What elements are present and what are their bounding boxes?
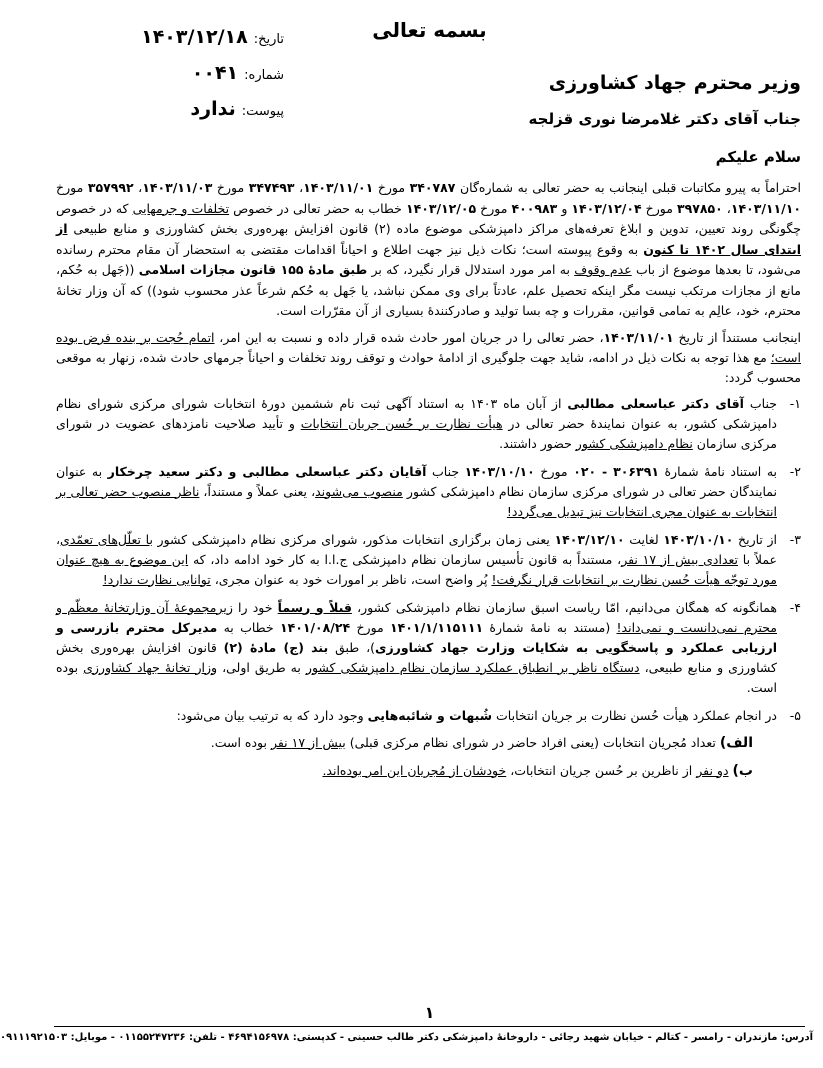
text-run: بوده است. xyxy=(56,659,777,695)
item-text xyxy=(56,598,777,698)
footer-divider xyxy=(54,1026,805,1027)
greeting: سلام علیکم xyxy=(715,148,801,166)
intro-paragraph xyxy=(56,178,801,322)
text-run: مورخ xyxy=(373,180,410,195)
item-number: ۳- xyxy=(789,531,801,547)
list-item xyxy=(56,394,801,454)
text-run: ، یعنی عملاً و مستنداً، xyxy=(199,483,316,499)
text-run: شُبهات و شائبه‌هایی xyxy=(367,707,493,723)
text-run: ۱۴۰۱/۱/۱۱۵۱۱۱ xyxy=(390,619,484,635)
text-run: ((جَهل به حُکم، مانع از مجازات مرتکب نیست مگر اینکه تحصیل علم، عادتاً برای وی ممکن نباشد، یا جَهل به حُکم شرعاً عذر محسوب شود)) که آن وزار تخانۀ محترم، خود، عالِم به تمامی قوانین، مقررات و چه بسا تولید و صادرکنندۀ بسیاری از آن مقرّرات است. xyxy=(56,262,801,318)
text-run: جناب xyxy=(743,395,777,411)
text-run: اینجانب مستنداً از تاریخ xyxy=(673,329,801,345)
sub-item xyxy=(56,760,753,782)
text-run: آقای دکتر عباسعلی مطالبی xyxy=(567,395,744,411)
text-run: ، xyxy=(133,180,143,195)
text-run: تعدادی بیش از ۱۷ نفر xyxy=(621,551,739,567)
item-number: ۵- xyxy=(789,707,801,723)
text-run: ۳۹۷۸۵۰ xyxy=(676,200,723,216)
text-run: همانگونه که همگان می‌دانیم، امّا ریاست اسبق سازمان نظام دامپزشکی کشور، xyxy=(351,599,777,615)
text-run: قبلاً و رسماً xyxy=(277,599,352,615)
text-run: وجود دارد که به ترتیب بیان می‌شود: xyxy=(176,707,368,723)
text-run: خطاب به حضر تعالی در خصوص xyxy=(229,200,406,216)
list-item xyxy=(56,530,801,590)
text-run: مورخ xyxy=(534,463,574,479)
text-run: ۱۴۰۳/۱۱/۰۱ xyxy=(603,329,674,345)
text-run: ، عملاً با xyxy=(56,531,778,567)
text-run: جناب xyxy=(426,463,465,479)
sub-item xyxy=(56,732,753,754)
text-run: با تعلّل‌های تعمّدی xyxy=(60,531,153,547)
text-run: از ابتدای سال ۱۴۰۲ تا کنون xyxy=(56,221,801,257)
text-run: مدیرکل محترم بازرسی و ارزیابی عملکرد و پاسخگویی به شکایات وزارت جهاد کشاورزی xyxy=(56,619,777,655)
text-run: مورخ xyxy=(476,200,512,216)
item-number: ۴- xyxy=(789,599,801,615)
letter-body xyxy=(56,178,801,790)
attachment-value: ندارد xyxy=(190,98,236,120)
sub-item-label: ب) xyxy=(732,762,753,779)
text-run: ، مستنداً به قانون تأسیس سازمان نظام دامپزشکی ج.ا.ا به کار خود ادامه داد، که xyxy=(188,551,622,567)
number-label: شماره: xyxy=(244,68,284,83)
text-run: به وقوع پیوسته است؛ نکات ذیل نیز جهت اطلاع و احیاناً اقدامات مقتضی به استحضار آن مقام محترم رسانده می‌شود، تا بعدها موضوع از باب xyxy=(56,241,801,277)
text-run: ۱۴۰۳/۱۲/۰۴ xyxy=(571,200,642,216)
text-run: از تاریخ xyxy=(733,531,778,547)
number-value: ۰۰۴۱ xyxy=(191,62,239,84)
text-run: ۱۴۰۳/۱۱/۰۱ xyxy=(303,180,374,195)
list-item xyxy=(56,706,801,782)
text-run: و تأیید صلاحیت نامزدهای عضویت در شورای مرکزی سازمان xyxy=(56,415,777,451)
recipient-title: وزیر محترم جهاد کشاورزی xyxy=(548,72,801,94)
text-run: (مستند به نامۀ شمارۀ xyxy=(483,619,617,635)
bismillah-heading: بسمه تعالی xyxy=(372,18,487,42)
item-number: ۲- xyxy=(789,463,801,479)
item-text xyxy=(56,394,777,454)
text-run: ، xyxy=(294,180,304,195)
text-run: منصوب می‌شوند xyxy=(315,483,403,499)
text-run: توانایی نظارت ندارد! xyxy=(102,571,211,587)
text-run: ناظر منصوب حضر تعالی بر انتخابات به عنوان مجری انتخابات نیز تبدیل می‌گردد! xyxy=(56,483,777,519)
text-run: ۳۰۶۳۹۱ - ۰۲۰ xyxy=(573,463,659,479)
numbered-items xyxy=(56,394,801,782)
text-run: مورخ xyxy=(641,200,677,216)
text-run: مورخ xyxy=(212,180,249,195)
text-run: حضور داشتند. xyxy=(499,435,576,451)
text-run: خطاب به xyxy=(217,619,280,635)
text-run: بوده است. xyxy=(210,734,271,750)
attachment-label: پیوست: xyxy=(241,104,284,119)
text-run: )، طبق xyxy=(328,639,375,655)
text-run: هیأت نظارت بر حُسن جریان انتخابات xyxy=(300,415,503,431)
footer-address: آدرس: مازندران - رامسر - کتالم - خیابان شهید رجائی - داروخانۀ دامپزشکی دکتر طالب حسینی - کدپستی: ۴۶۹۴۱۵۶۹۷۸ - تلفن: ۰۱۱۵۵۲۴۷۲۳۶ - موبایل: ۰۹۱۱۱۹۲۱۵۰۳ xyxy=(0,1032,813,1043)
text-run: طبق مادۀ ۱۵۵ قانون مجازات اسلامی xyxy=(138,262,368,277)
text-run: و xyxy=(557,200,572,216)
text-run: به عنوان نمایندگان حضر تعالی در شورای مرکزی سازمان نظام دامپزشکی کشور xyxy=(56,463,777,499)
text-run: بیش از ۱۷ نفر xyxy=(270,734,346,750)
text-run: که در خصوص چگونگی روند تعیین، تدوین و ابلاغ تعرفه‌های مراکز دامپزشکی موضوع ماده (۲) قانون افزایش بهره‌وری بخش کشاورزی و منابع طبیعی xyxy=(56,200,801,236)
text-run: بند (ج) مادۀ (۲) xyxy=(223,639,329,655)
text-run: به امر مورد استدلال قرار نگیرد، که بر xyxy=(367,262,575,277)
date-label: تاریخ: xyxy=(253,32,284,47)
text-run: مورخ xyxy=(350,619,391,635)
text-run: لغایت xyxy=(624,531,664,547)
text-run: در انجام عملکرد هیأت حُسن نظارت بر جریان انتخابات xyxy=(492,707,777,723)
text-run: خود را xyxy=(232,599,278,615)
text-run: به طریق اولی، xyxy=(217,659,306,675)
text-run: ۱۴۰۳/۱۱/۱۰ xyxy=(730,200,802,216)
text-run: ، حضر تعالی را در جریان امور حادث شده قرار داده و نسبت به این امر، xyxy=(214,329,604,345)
recipient-name: جناب آقای دکتر غلامرضا نوری قزلجه xyxy=(528,110,801,128)
sub-item-label: الف) xyxy=(719,734,753,751)
text-run: دو نفر xyxy=(696,762,729,778)
text-run: به استناد نامۀ شمارۀ xyxy=(658,463,778,479)
text-run: مع هذا توجه به نکات ذیل در ادامه، شاید جهت جلوگیری از ادامۀ حوادث و توقف روند تخلفات و احیاناً جرمهای حادث شده، زنهار به موقعی محسوب گردد: xyxy=(56,349,801,385)
item-text xyxy=(56,530,777,590)
item-text xyxy=(56,462,777,522)
text-run: ۱۴۰۱/۰۸/۲۴ xyxy=(279,619,351,635)
text-run: ۱۴۰۳/۱۱/۰۳ xyxy=(142,180,213,195)
text-run: زیرمجموعۀ آن وزارتخانۀ معظّم و محترم نمی‌دانست و نمی‌داند! xyxy=(56,599,777,635)
item-text xyxy=(56,706,777,782)
list-item xyxy=(56,598,801,698)
text-run: از ناظرین بر حُسن جریان انتخابات، xyxy=(506,762,697,778)
list-item xyxy=(56,462,801,522)
text-run: یعنی زمان برگزاری انتخابات مذکور، شورای مرکزی نظام دامپزشکی کشور xyxy=(152,531,555,547)
page-number: ۱ xyxy=(424,1003,435,1022)
text-run: احتراماً به پیرو مکاتبات قبلی اینجانب به حضر تعالی به شماره‌گان xyxy=(455,180,802,195)
text-run: مورخ xyxy=(56,180,88,195)
text-run: ۱۴۰۳/۱۰/۱۰ xyxy=(464,463,535,479)
text-run: تخلفات و جرمهایی xyxy=(132,200,230,216)
text-run: پُر واضح است، ناظر بر امورات خود به عنوان مجری، xyxy=(210,571,492,587)
text-run: ۱۴۰۳/۱۲/۱۰ xyxy=(554,531,625,547)
text-run: از آبان ماه ۱۴۰۳ به استناد آگهی ثبت نام ششمین دورۀ انتخابات شورای مرکزی شورای نظام دامپزشکی کشور، به عنوان نمایندۀ حضر تعالی در xyxy=(56,395,777,431)
addressee-block xyxy=(56,72,801,184)
text-run: وزار تخانۀ جهاد کشاورزی xyxy=(83,659,218,675)
text-run: عدم وقوف xyxy=(574,262,632,277)
text-run: دستگاه ناظر بر انطباق عملکرد سازمان نظام دامپزشکی کشور xyxy=(305,659,640,675)
second-paragraph xyxy=(56,328,801,388)
text-run: قانون افزایش بهره‌وری بخش کشاورزی و منابع طبیعی، xyxy=(56,639,777,675)
text-run: تعداد مُجریان انتخابات (یعنی افراد حاضر در شورای نظام مرکزی قبلی) xyxy=(345,734,716,750)
text-run: آقایان دکتر عباسعلی مطالبی و دکتر سعید چرخکار xyxy=(107,463,427,479)
item-number: ۱- xyxy=(789,395,801,411)
text-run: نظام دامپزشکی کشور xyxy=(575,435,693,451)
text-run: ۴۰۰۹۸۳ xyxy=(511,200,558,216)
text-run: ۳۵۷۹۹۲ xyxy=(87,180,134,195)
text-run: ۱۴۰۳/۱۰/۱۰ xyxy=(663,531,734,547)
text-run: خودشان از مُجریان این امر بوده‌اند. xyxy=(322,762,507,778)
text-run: اتمام حُجت بر بنده فرض بوده است؛ xyxy=(56,329,801,365)
date-row xyxy=(64,26,284,62)
text-run: ، xyxy=(722,200,731,216)
text-run: ۳۴۰۷۸۷ xyxy=(409,180,456,195)
date-value: ۱۴۰۳/۱۲/۱۸ xyxy=(141,26,248,48)
text-run: ۱۴۰۳/۱۲/۰۵ xyxy=(405,200,477,216)
text-run: این موضوع به هیچ عنوان مورد توجّه هیأت حُسن نظارت بر انتخابات قرار نگرفت! xyxy=(56,551,777,587)
text-run: ۳۴۷۴۹۳ xyxy=(248,180,295,195)
